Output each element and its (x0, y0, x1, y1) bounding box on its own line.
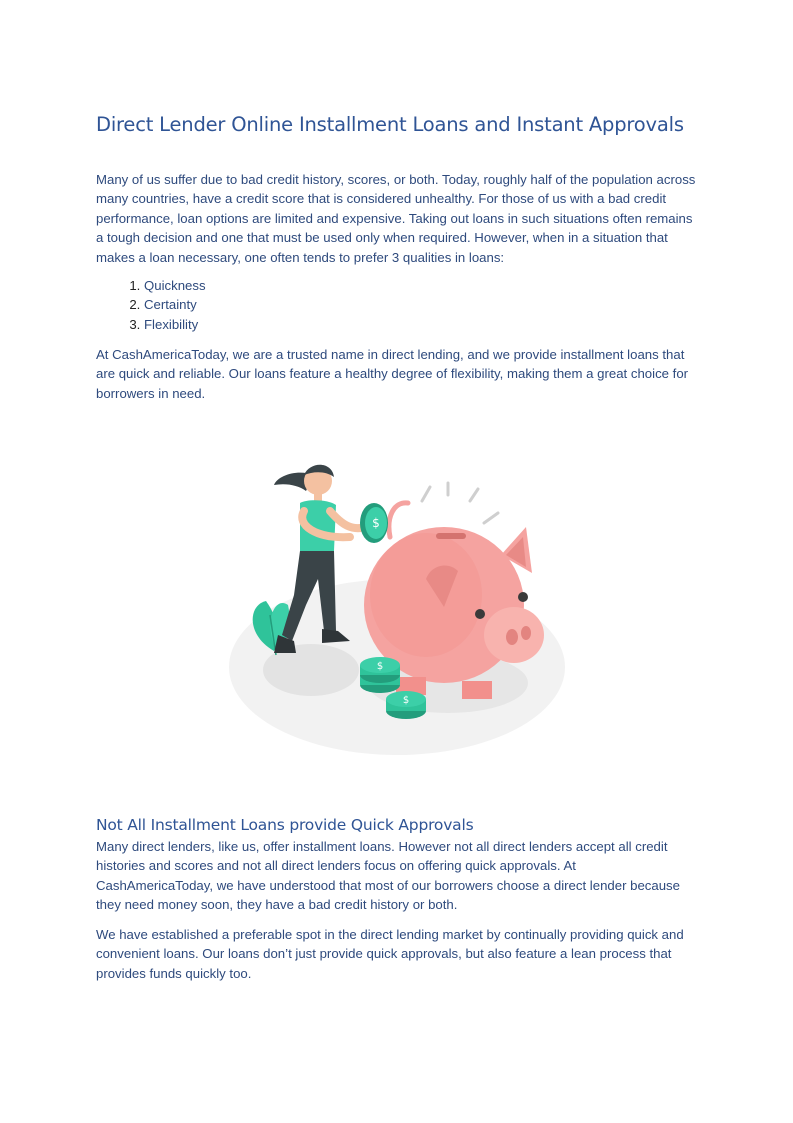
list-item: 2. Certainty (144, 295, 206, 314)
svg-text:$: $ (372, 516, 380, 530)
qualities-list (96, 276, 206, 334)
list-item: 1. Quickness (144, 276, 206, 295)
svg-text:$: $ (402, 695, 410, 706)
piggy-bank-illustration (226, 455, 571, 760)
section-paragraph-2: We have established a preferable spot in the direct lending market by continually providing quick and convenient loans. Our loans don’t just provide quick approvals, but also feature a lean process that provides funds quickly too. (96, 927, 684, 981)
section-paragraph-1: Many direct lenders, like us, offer installment loans. However not all direct lenders accept all credit histories and scores and not all direct lenders focus on offering quick approvals. At CashAmericaToday, we have understood that most of our borrowers choose a direct lender because they need money soon, they have a bad credit history or both. (96, 839, 680, 913)
list-item: 3. Flexibility (144, 315, 206, 334)
svg-text:$: $ (376, 661, 384, 672)
page-title: Direct Lender Online Installment Loans and Instant Approvals (96, 113, 684, 136)
intro-paragraph: Many of us suffer due to bad credit history, scores, or both. Today, roughly half of the population across many countries, have a credit score that is considered unhealthy. For those of us with a bad credit performance, loan options are limited and expensive. Taking out loans in such situations often remains a tough decision and one that must be used only when required. However, when in a situation that makes a loan necessary, one often tends to prefer 3 qualities in loans: (96, 172, 696, 265)
section-heading: Not All Installment Loans provide Quick Approvals (96, 816, 474, 834)
about-paragraph: At CashAmericaToday, we are a trusted name in direct lending, and we provide installment loans that are quick and reliable. Our loans feature a healthy degree of flexibility, making them a great choice for borrowers in need. (96, 347, 689, 401)
